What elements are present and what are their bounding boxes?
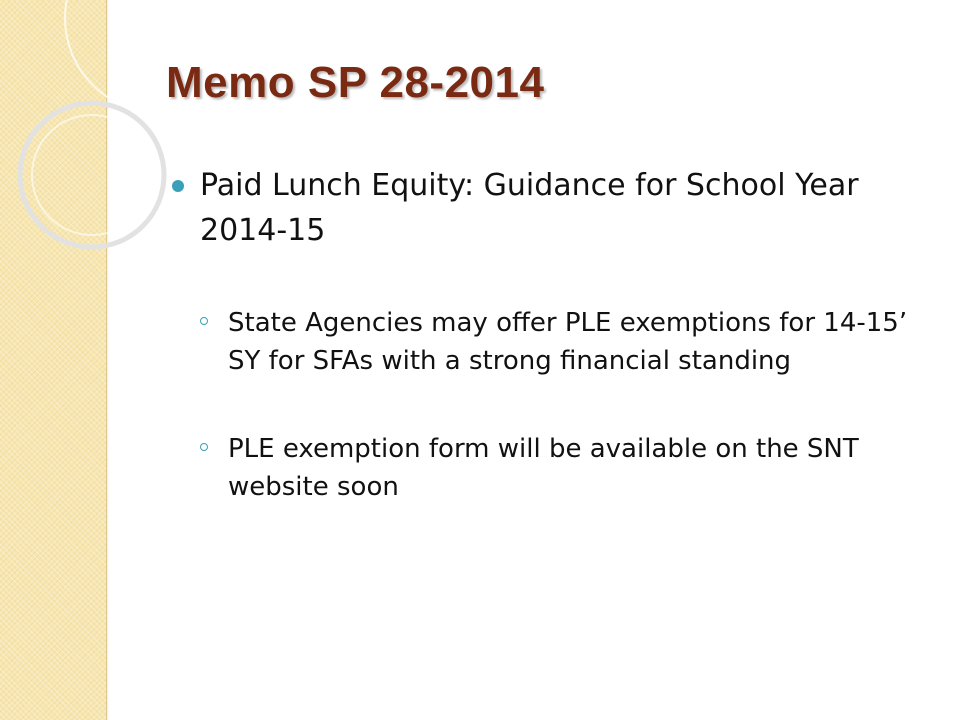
sub-bullet-item (172, 430, 912, 506)
bullet-text: Paid Lunch Equity: Guidance for School Year 2014-15 (200, 168, 859, 248)
sub-bullet-text: PLE exemption form will be available on the SNT website soon (228, 434, 859, 502)
decorative-circle-medium (20, 103, 164, 247)
sub-bullet-ring-icon (200, 443, 208, 451)
bullet-item (172, 163, 912, 253)
slide-title: Memo SP 28-2014 (166, 58, 545, 107)
decorative-circle-inner (32, 115, 152, 235)
bullet-dot-icon (172, 180, 184, 192)
slide-content (172, 163, 912, 506)
sub-bullet-item (172, 304, 912, 380)
sub-bullet-text: State Agencies may offer PLE exemptions for 14-15’ SY for SFAs with a strong financial standing (228, 308, 908, 376)
sub-bullet-ring-icon (200, 317, 208, 325)
